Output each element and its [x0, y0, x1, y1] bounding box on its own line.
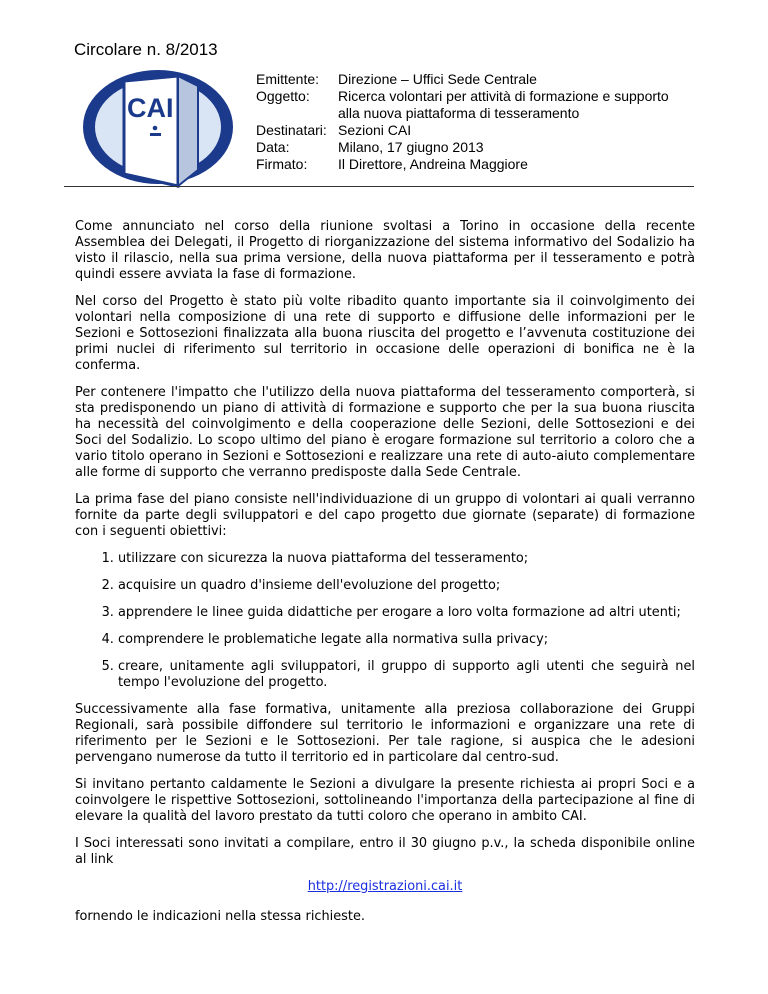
meta-row-date	[256, 139, 694, 156]
list-item: 2. acquisire un quadro d'insieme dell'evoluzione del progetto;	[118, 578, 695, 594]
cai-logo	[78, 66, 238, 188]
circular-title: Circolare n. 8/2013	[74, 40, 218, 59]
paragraph: Nel corso del Progetto è stato più volte ribadito quanto importante sia il coinvolgimento dei volontari nella composizione di una rete di supporto e diffusione delle informazioni per le Sezioni e Sottosezioni finalizzata alla buona riuscita del progetto e l’avvenuta costituzione dei primi nuclei di riferimento sul territorio in occasione delle operazioni di bonifica ne è la conferma.	[75, 294, 695, 373]
paragraph: Come annunciato nel corso della riunione svoltasi a Torino in occasione della recente Assemblea dei Delegati, il Progetto di riorganizzazione del sistema informativo del Sodalizio ha visto il rilascio, nella sua prima versione, della nuova piattaforma per il tesseramento e potrà quindi essere avviata la fase di formazione.	[75, 219, 695, 282]
list-item: 3. apprendere le linee guida didattiche per erogare a loro volta formazione ad altri utenti;	[118, 605, 695, 621]
meta-label: Emittente:	[256, 71, 320, 87]
meta-label: Firmato:	[256, 156, 308, 172]
circular-metadata	[256, 71, 694, 173]
paragraph: fornendo le indicazioni nella stessa richieste.	[75, 909, 365, 924]
meta-value: Il Direttore, Andreina Maggiore	[338, 156, 528, 172]
meta-value: Sezioni CAI	[338, 122, 412, 138]
meta-row-subject	[256, 88, 694, 122]
meta-value: Direzione – Uffici Sede Centrale	[338, 71, 537, 87]
header-divider	[64, 186, 694, 187]
paragraph: Successivamente alla fase formativa, unitamente alla preziosa collaborazione dei Gruppi Regionali, sarà possibile diffondere sul territorio le informazioni e organizzare una rete di riferimento per le Sezioni e le Sottosezioni. Per tale ragione, si auspica che le adesioni pervengano numerose da tutto il territorio ed in particolare dal centro-sud.	[75, 702, 695, 765]
meta-label: Oggetto:	[256, 88, 310, 104]
list-item: 4. comprendere le problematiche legate alla normativa sulla privacy;	[118, 632, 695, 648]
logo-text: CAI	[127, 93, 174, 123]
list-item: 1. utilizzare con sicurezza la nuova piattaforma del tesseramento;	[118, 551, 695, 567]
letter-body	[75, 219, 695, 936]
paragraph: I Soci interessati sono invitati a compilare, entro il 30 giugno p.v., la scheda disponibile online al link	[75, 836, 695, 867]
meta-value: Ricerca volontari per attività di formazione e supporto alla nuova piattaforma di tesseramento	[338, 88, 669, 121]
meta-label: Destinatari:	[256, 122, 327, 138]
paragraph: Per contenere l'impatto che l'utilizzo della nuova piattaforma del tesseramento comporterà, si sta predisponendo un piano di attività di formazione e supporto che per la sua buona riuscita ha necessità del coinvolgimento e della cooperazione delle Sezioni, delle Sottosezioni e dei Soci del Sodalizio. Lo scopo ultimo del piano è erogare formazione sul territorio a coloro che a vario titolo operano in Sezioni e Sottosezioni e realizzare una rete di auto-aiuto complementare alle forme di supporto che verranno predisposte dalla Sede Centrale.	[75, 385, 695, 480]
list-item: 5. creare, unitamente agli sviluppatori, il gruppo di supporto agli utenti che seguirà nel tempo l'evoluzione del progetto.	[118, 659, 695, 691]
paragraph: La prima fase del piano consiste nell'individuazione di un gruppo di volontari ai quali verranno fornite da parte degli sviluppatori e del capo progetto due giornate (separate) di formazione con i seguenti obiettivi:	[75, 492, 695, 539]
link-line	[75, 879, 695, 895]
objectives-list	[75, 551, 695, 691]
paragraph: Si invitano pertanto caldamente le Sezioni a divulgare la presente richiesta ai propri Soci e a coinvolgere le rispettive Sottosezioni, sottolineando l'importanza della partecipazione al fine di elevare la qualità del lavoro prestato da tutti coloro che operano in ambito CAI.	[75, 777, 695, 824]
meta-value: Milano, 17 giugno 2013	[338, 139, 484, 155]
meta-label: Data:	[256, 139, 290, 155]
registration-link[interactable]: http://registrazioni.cai.it	[307, 879, 463, 894]
meta-row-signed	[256, 156, 694, 173]
meta-row-issuer	[256, 71, 694, 88]
meta-row-recipients	[256, 122, 694, 139]
